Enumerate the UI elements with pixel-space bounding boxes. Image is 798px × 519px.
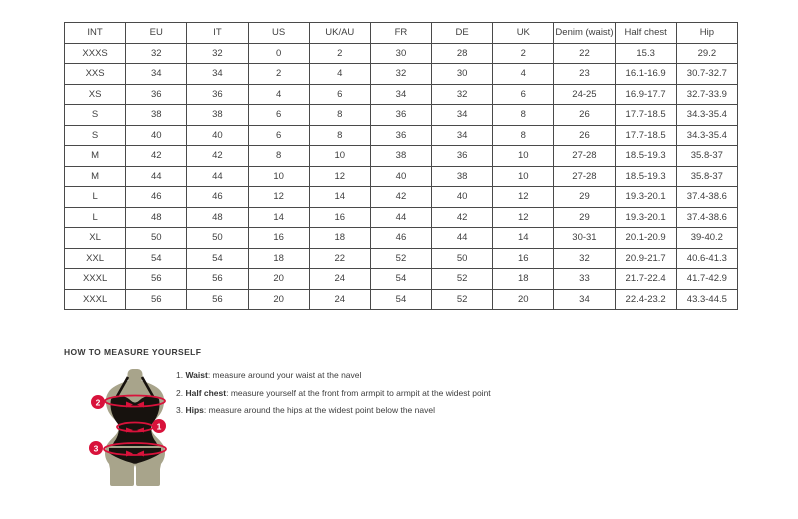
table-cell: 18.5-19.3 (615, 166, 676, 187)
table-cell: 30-31 (554, 228, 615, 249)
table-cell: 20.1-20.9 (615, 228, 676, 249)
table-cell: 39-40.2 (676, 228, 737, 249)
table-cell: 8 (493, 105, 554, 126)
table-cell: 46 (126, 187, 187, 208)
table-row (65, 105, 738, 126)
table-cell: XXL (65, 248, 126, 269)
table-cell: 42 (432, 207, 493, 228)
table-cell: 14 (309, 187, 370, 208)
instruction-label: Waist (185, 370, 208, 380)
instruction-text: : measure yourself at the front from armpit to armpit at the widest point (226, 387, 491, 398)
table-cell: 6 (248, 105, 309, 126)
table-cell: 44 (432, 228, 493, 249)
table-cell: 36 (370, 105, 431, 126)
table-cell: 54 (187, 248, 248, 269)
table-row (65, 269, 738, 290)
table-row (65, 146, 738, 167)
table-cell: 10 (493, 166, 554, 187)
table-cell: XXS (65, 64, 126, 85)
table-cell: 29 (554, 187, 615, 208)
table-cell: 12 (309, 166, 370, 187)
table-cell: 48 (187, 207, 248, 228)
instruction-waist (176, 371, 491, 380)
table-cell: 54 (126, 248, 187, 269)
table-cell: 0 (248, 43, 309, 64)
table-cell: 32 (432, 84, 493, 105)
table-header-cell: FR (370, 23, 431, 44)
table-cell: 16.1-16.9 (615, 64, 676, 85)
table-cell: 36 (126, 84, 187, 105)
table-cell: 22.4-23.2 (615, 289, 676, 310)
table-cell: 29 (554, 207, 615, 228)
instruction-hips (176, 406, 491, 415)
table-cell: 38 (432, 166, 493, 187)
table-header-row (65, 23, 738, 44)
table-cell: XL (65, 228, 126, 249)
table-cell: 56 (187, 289, 248, 310)
table-cell: 34 (187, 64, 248, 85)
table-cell: 48 (126, 207, 187, 228)
table-row (65, 187, 738, 208)
measure-point-hips (89, 441, 103, 455)
table-cell: 2 (248, 64, 309, 85)
table-cell: 8 (309, 105, 370, 126)
table-cell: 34.3-35.4 (676, 125, 737, 146)
table-cell: 35.8-37 (676, 166, 737, 187)
table-cell: 33 (554, 269, 615, 290)
instruction-number: 2. (176, 387, 184, 398)
table-cell: 36 (187, 84, 248, 105)
table-cell: 41.7-42.9 (676, 269, 737, 290)
table-cell: 18 (248, 248, 309, 269)
table-cell: 30 (370, 43, 431, 64)
table-cell: 24 (309, 269, 370, 290)
table-cell: 19.3-20.1 (615, 187, 676, 208)
table-header-cell: INT (65, 23, 126, 44)
table-cell: 6 (309, 84, 370, 105)
badge-3: 3 (93, 443, 99, 454)
table-cell: 52 (432, 289, 493, 310)
table-cell: 56 (126, 269, 187, 290)
table-cell: 32 (554, 248, 615, 269)
table-header-cell: DE (432, 23, 493, 44)
table-header-cell: Denim (waist) (554, 23, 615, 44)
table-cell: 40 (126, 125, 187, 146)
table-cell: 34 (126, 64, 187, 85)
table-cell: 34.3-35.4 (676, 105, 737, 126)
table-cell: 20 (248, 289, 309, 310)
measure-point-chest (91, 395, 105, 409)
table-header-cell: Half chest (615, 23, 676, 44)
table-cell: 27-28 (554, 146, 615, 167)
table-cell: 10 (309, 146, 370, 167)
measure-instructions (176, 371, 491, 424)
table-cell: XS (65, 84, 126, 105)
table-cell: 34 (432, 125, 493, 146)
table-row (65, 125, 738, 146)
table-cell: 37.4-38.6 (676, 187, 737, 208)
table-cell: 12 (493, 207, 554, 228)
table-cell: 40 (370, 166, 431, 187)
table-cell: 36 (370, 125, 431, 146)
table-cell: M (65, 146, 126, 167)
table-cell: 32.7-33.9 (676, 84, 737, 105)
instruction-number: 3. (176, 405, 184, 415)
table-row (65, 248, 738, 269)
table-cell: 40 (187, 125, 248, 146)
table-cell: 46 (187, 187, 248, 208)
table-cell: 2 (309, 43, 370, 64)
table-cell: 23 (554, 64, 615, 85)
table-cell: 14 (248, 207, 309, 228)
table-cell: 18.5-19.3 (615, 146, 676, 167)
table-cell: 52 (432, 269, 493, 290)
table-cell: 34 (554, 289, 615, 310)
table-cell: 6 (493, 84, 554, 105)
table-row (65, 43, 738, 64)
table-cell: 17.7-18.5 (615, 125, 676, 146)
table-cell: 54 (370, 289, 431, 310)
table-cell: 12 (248, 187, 309, 208)
measure-point-waist (152, 419, 166, 433)
table-cell: 18 (309, 228, 370, 249)
instruction-label: Half chest (185, 387, 227, 398)
table-cell: 24-25 (554, 84, 615, 105)
table-row (65, 207, 738, 228)
table-cell: 44 (370, 207, 431, 228)
table-cell: 50 (432, 248, 493, 269)
table-cell: 42 (187, 146, 248, 167)
table-cell: 38 (126, 105, 187, 126)
table-cell: 8 (248, 146, 309, 167)
table-cell: 44 (187, 166, 248, 187)
table-cell: XXXS (65, 43, 126, 64)
table-cell: 22 (554, 43, 615, 64)
table-header-cell: EU (126, 23, 187, 44)
table-cell: S (65, 105, 126, 126)
table-cell: 46 (370, 228, 431, 249)
instruction-label: Hips (185, 405, 204, 415)
table-row (65, 228, 738, 249)
instruction-text: : measure around the hips at the widest point below the navel (203, 405, 435, 415)
table-cell: 8 (493, 125, 554, 146)
table-cell: XXXL (65, 269, 126, 290)
table-cell: 56 (187, 269, 248, 290)
table-cell: 14 (493, 228, 554, 249)
table-cell: 40 (432, 187, 493, 208)
table-cell: 26 (554, 125, 615, 146)
mannequin-figure (78, 368, 190, 490)
table-row (65, 289, 738, 310)
table-cell: 38 (370, 146, 431, 167)
table-cell: 34 (432, 105, 493, 126)
table-header-cell: UK (493, 23, 554, 44)
table-cell: 28 (432, 43, 493, 64)
table-cell: 32 (126, 43, 187, 64)
table-cell: 15.3 (615, 43, 676, 64)
table-cell: 4 (248, 84, 309, 105)
table-cell: 29.2 (676, 43, 737, 64)
table-header-cell: Hip (676, 23, 737, 44)
table-cell: 56 (126, 289, 187, 310)
table-cell: 6 (248, 125, 309, 146)
mannequin-illustration-icon (78, 368, 190, 490)
table-cell: 27-28 (554, 166, 615, 187)
table-cell: XXXL (65, 289, 126, 310)
table-cell: 2 (493, 43, 554, 64)
table-cell: 22 (309, 248, 370, 269)
table-cell: 32 (370, 64, 431, 85)
table-header-cell: US (248, 23, 309, 44)
table-row (65, 64, 738, 85)
table-cell: 32 (187, 43, 248, 64)
table-cell: 8 (309, 125, 370, 146)
table-cell: 43.3-44.5 (676, 289, 737, 310)
measure-guide-title: HOW TO MEASURE YOURSELF (64, 347, 202, 357)
table-cell: 10 (493, 146, 554, 167)
table-cell: 44 (126, 166, 187, 187)
table-cell: 42 (126, 146, 187, 167)
table-cell: 35.8-37 (676, 146, 737, 167)
table-cell: M (65, 166, 126, 187)
table-cell: 50 (126, 228, 187, 249)
table-cell: 16 (493, 248, 554, 269)
table-cell: 17.7-18.5 (615, 105, 676, 126)
table-cell: L (65, 207, 126, 228)
table-cell: 38 (187, 105, 248, 126)
size-chart-table (64, 22, 738, 310)
size-chart-header (65, 23, 738, 44)
table-row (65, 166, 738, 187)
table-cell: 20 (248, 269, 309, 290)
table-cell: 24 (309, 289, 370, 310)
instruction-half-chest (176, 389, 491, 398)
table-cell: 16 (309, 207, 370, 228)
table-cell: 40.6-41.3 (676, 248, 737, 269)
table-cell: 30 (432, 64, 493, 85)
table-cell: 36 (432, 146, 493, 167)
instruction-number: 1. (176, 370, 184, 380)
table-cell: 34 (370, 84, 431, 105)
table-cell: 18 (493, 269, 554, 290)
table-cell: 20.9-21.7 (615, 248, 676, 269)
table-cell: 50 (187, 228, 248, 249)
table-cell: 30.7-32.7 (676, 64, 737, 85)
table-cell: 20 (493, 289, 554, 310)
table-cell: 16 (248, 228, 309, 249)
table-cell: 19.3-20.1 (615, 207, 676, 228)
table-cell: 10 (248, 166, 309, 187)
table-cell: 42 (370, 187, 431, 208)
table-cell: 16.9-17.7 (615, 84, 676, 105)
size-chart-body (65, 43, 738, 310)
instruction-text: : measure around your waist at the navel (207, 370, 362, 380)
badge-2: 2 (95, 397, 101, 408)
badge-1: 1 (156, 421, 162, 432)
table-cell: 12 (493, 187, 554, 208)
table-cell: L (65, 187, 126, 208)
table-cell: S (65, 125, 126, 146)
table-header-cell: UK/AU (309, 23, 370, 44)
table-cell: 4 (493, 64, 554, 85)
table-cell: 26 (554, 105, 615, 126)
table-header-cell: IT (187, 23, 248, 44)
table-cell: 52 (370, 248, 431, 269)
table-cell: 54 (370, 269, 431, 290)
table-cell: 21.7-22.4 (615, 269, 676, 290)
table-cell: 4 (309, 64, 370, 85)
table-row (65, 84, 738, 105)
table-cell: 37.4-38.6 (676, 207, 737, 228)
